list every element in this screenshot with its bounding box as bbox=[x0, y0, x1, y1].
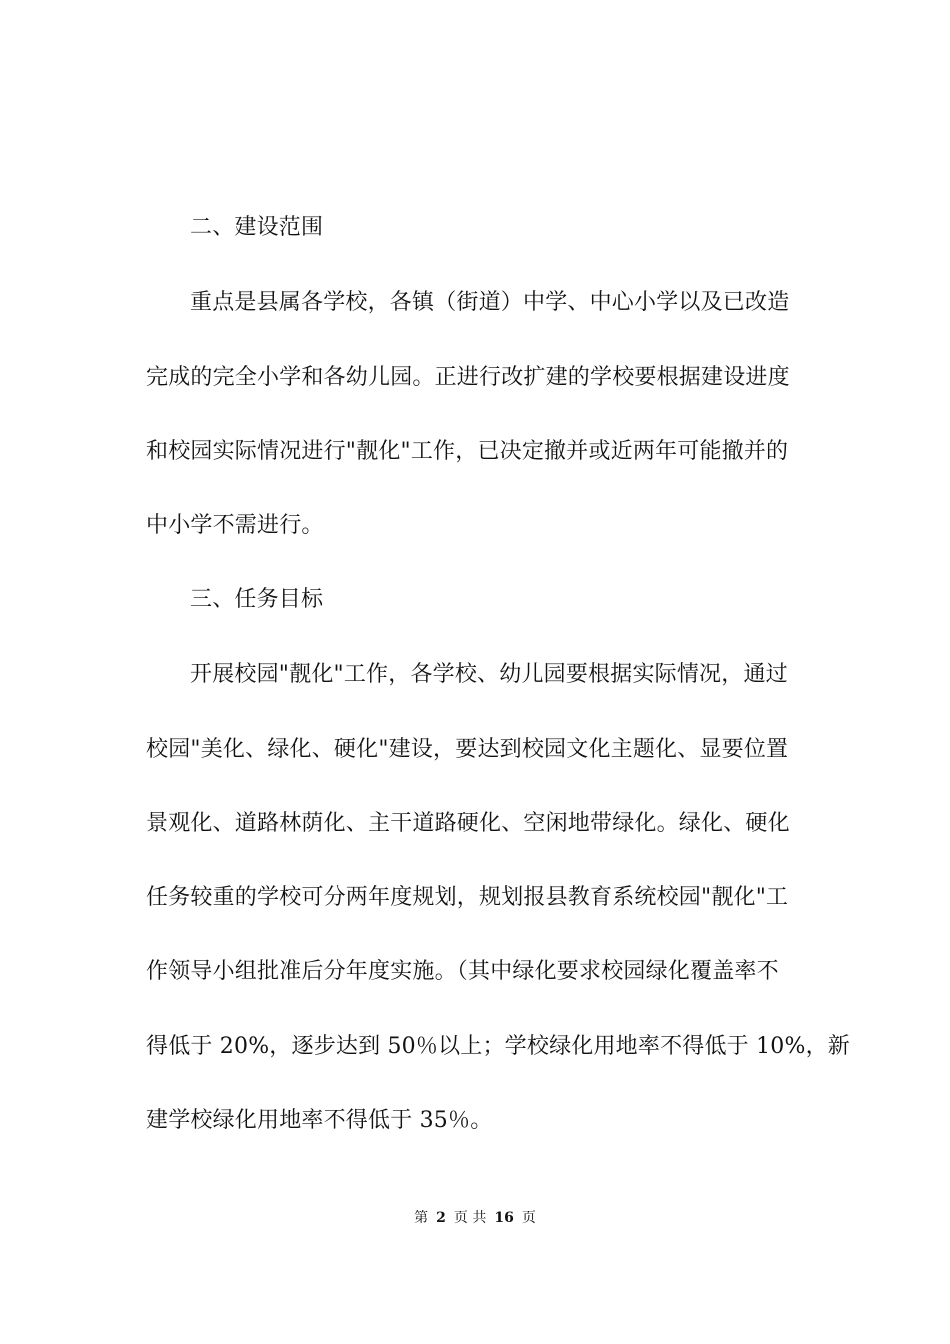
paragraph-line: 得低于 20%，逐步达到 50％以上；学校绿化用地率不得低于 10%，新 bbox=[146, 1034, 850, 1059]
paragraph-line: 和校园实际情况进行"靓化"工作，已决定撤并或近两年可能撤并的 bbox=[146, 439, 789, 464]
paragraph-line: 开展校园"靓化"工作，各学校、幼儿园要根据实际情况，通过 bbox=[190, 662, 788, 687]
paragraph-line: 完成的完全小学和各幼儿园。正进行改扩建的学校要根据建设进度 bbox=[146, 365, 790, 390]
paragraph-line: 任务较重的学校可分两年度规划，规划报县教育系统校园"靓化"工 bbox=[146, 885, 789, 910]
paragraph-line: 校园"美化、绿化、硬化"建设，要达到校园文化主题化、显要位置 bbox=[146, 737, 789, 762]
page-footer bbox=[0, 1208, 950, 1228]
current-page-number: 2 bbox=[436, 1210, 446, 1226]
total-page-count: 16 bbox=[494, 1210, 514, 1226]
section-heading-scope: 二、建设范围 bbox=[190, 215, 324, 240]
paragraph-line: 景观化、道路林荫化、主干道路硬化、空闲地带绿化。绿化、硬化 bbox=[146, 811, 790, 836]
paragraph-line: 作领导小组批准后分年度实施。（其中绿化要求校园绿化覆盖率不 bbox=[146, 959, 779, 984]
footer-suffix: 页 bbox=[521, 1210, 536, 1226]
paragraph-line: 中小学不需进行。 bbox=[146, 513, 324, 538]
section-heading-goals: 三、任务目标 bbox=[190, 587, 324, 612]
paragraph-line: 重点是县属各学校，各镇（街道）中学、中心小学以及已改造 bbox=[190, 290, 790, 315]
footer-middle: 页 共 bbox=[453, 1210, 487, 1226]
footer-prefix: 第 bbox=[414, 1210, 429, 1226]
paragraph-line: 建学校绿化用地率不得低于 35％。 bbox=[146, 1108, 493, 1133]
